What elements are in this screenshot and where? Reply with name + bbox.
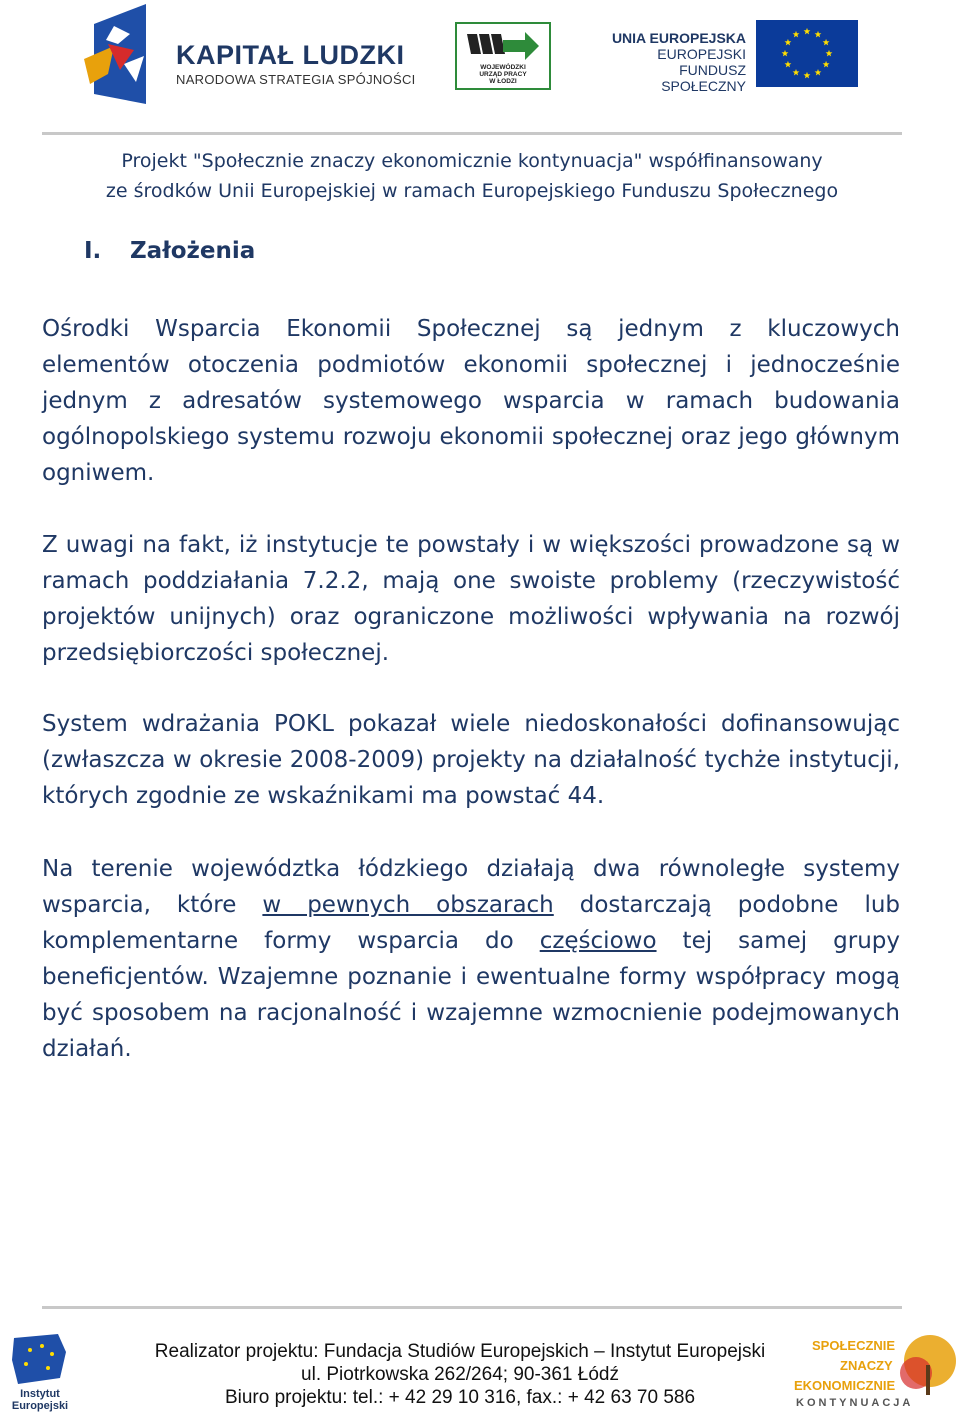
spoleczne-znaczy-line-2: ZNACZY	[840, 1358, 893, 1373]
header-divider	[42, 132, 902, 135]
kapital-ludzki-title: KAPITAŁ LUDZKI	[176, 40, 405, 70]
ue-line-2: EUROPEJSKI	[657, 46, 746, 62]
footer-line-2: ul. Piotrkowska 262/264; 90-361 Łódź	[301, 1364, 619, 1385]
eu-flag-icon	[756, 20, 858, 87]
spoleczne-znaczy-line-3: EKONOMICZNIE	[794, 1378, 896, 1393]
section-title: Założenia	[130, 238, 256, 264]
paragraph-4-underline-1: w pewnych obszarach	[262, 892, 554, 918]
instytut-line-2: Europejski	[11, 1400, 69, 1412]
kapital-ludzki-logo-text	[176, 40, 416, 87]
instytut-line-1: Instytut	[20, 1388, 60, 1400]
footer-line-1: Realizator projektu: Fundacja Studiów Europejskich – Instytut Europejski	[154, 1341, 766, 1362]
logo-bar	[0, 0, 960, 115]
spoleczne-znaczy-line-1: SPOŁECZNIE	[812, 1338, 896, 1353]
paragraph-4-part-b: dostarczają podobne lub komplementarne formy wsparcia do	[42, 892, 901, 954]
kapital-ludzki-emblem-icon	[84, 4, 152, 110]
paragraph-3: System wdrażania POKL pokazał wiele niedoskonałości dofinansowując (zwłaszcza w okresie 2008-2009) projekty na działalność tychże instytucji, których zgodnie ze wskaźnikami ma powstać 44.	[42, 711, 900, 809]
project-header-line-1: Projekt "Społecznie znaczy ekonomicznie kontynuacja" współfinansowany	[121, 150, 823, 172]
spoleczne-znaczy-line-4: KONTYNUACJA	[796, 1397, 914, 1409]
wup-line-2: URZĄD PRACY	[479, 71, 527, 78]
ue-line-1: UNIA EUROPEJSKA	[611, 30, 746, 46]
paragraph-2: Z uwagi na fakt, iż instytucje te powstały i w większości prowadzone są w ramach poddziałania 7.2.2, mają one swoiste problemy (rzeczywistość projektów unijnych) oraz ograniczone możliwości wpływania na rozwój przedsiębiorczości społecznej.	[42, 532, 900, 666]
section-number: I.	[84, 238, 102, 264]
paragraph-4-part-c: tej samej grupy beneficjentów. Wzajemne poznanie i ewentualne formy współpracy mogą być sposobem na racjonalność i wzajemne wzmocnienie podejmowanych działań.	[42, 928, 900, 1062]
section-heading	[84, 238, 255, 264]
footer-line-3: Biuro projektu: tel.: + 42 29 10 316, fax.: + 42 63 70 586	[224, 1387, 696, 1408]
ue-logo-text	[600, 30, 746, 94]
paragraph-4-underline-2: częściowo	[539, 928, 657, 954]
ue-line-3: FUNDUSZ SPOŁECZNY	[661, 62, 746, 94]
kapital-ludzki-subtitle: NARODOWA STRATEGIA SPÓJNOŚCI	[176, 72, 416, 87]
project-header-line-2: ze środków Unii Europejskiej w ramach Europejskiego Funduszu Społecznego	[105, 180, 839, 202]
footer-divider	[42, 1306, 902, 1309]
wup-logo	[455, 22, 551, 90]
paragraph-4-part-a: Na terenie województka łódzkiego działają dwa równoległe systemy wsparcia, które	[42, 856, 900, 918]
wup-logo-text	[457, 64, 549, 85]
wup-arrow-icon	[465, 30, 541, 62]
wup-line-3: W ŁODZI	[489, 78, 517, 85]
instytut-europejski-logo-text	[6, 1388, 74, 1412]
project-header	[42, 146, 902, 206]
paragraph-4	[42, 851, 900, 1067]
wup-line-1: WOJEWÓDZKI	[480, 64, 526, 71]
footer-info	[100, 1340, 820, 1409]
paragraph-1: Ośrodki Wsparcia Ekonomii Społecznej są jednym z kluczowych elementów otoczenia podmiotów ekonomii społecznej i jednocześnie jednym z adresatów systemowego wsparcia w ramach budowania ogólnopolskiego systemu rozwoju ekonomii społecznej oraz jego głównym ogniwem.	[42, 316, 900, 486]
